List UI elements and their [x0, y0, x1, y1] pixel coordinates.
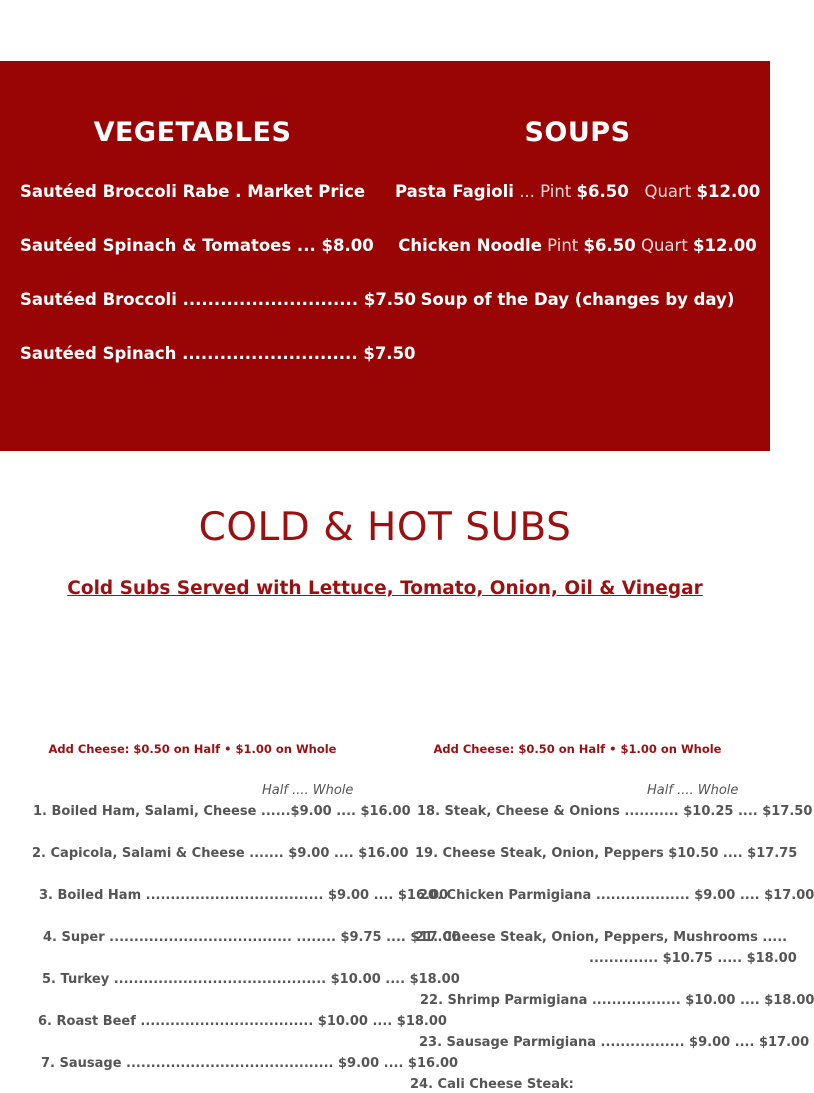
vegetable-item: Sautéed Spinach & Tomatoes ... $8.00: [20, 236, 374, 255]
vegetable-item: Sautéed Broccoli ............................ $7.50: [20, 290, 417, 309]
sub-item: 7. Sausage .......................................... $9.00 .... $16.00: [41, 1056, 459, 1071]
sub-item: 4. Super ..................................... ........ $9.75 .... $17.00: [43, 930, 461, 945]
cheese-note-left: Add Cheese: $0.50 on Half • $1.00 on Whole: [48, 742, 337, 756]
soups-heading: SOUPS: [524, 117, 631, 148]
vegetables-heading: VEGETABLES: [93, 117, 292, 148]
sub-item: 6. Roast Beef ................................... $10.00 .... $18.00: [38, 1014, 447, 1029]
cheese-note-right: Add Cheese: $0.50 on Half • $1.00 on Whole: [433, 742, 722, 756]
sub-item: 20. Chicken Parmigiana ................... $9.00 .... $17.00: [419, 888, 814, 903]
soup-item: Pasta Fagioli ... Pint $6.50 Quart $12.00: [395, 182, 761, 201]
vegetable-item: Sautéed Spinach ............................ $7.50: [20, 344, 416, 363]
sub-item-continuation: .............. $10.75 ..... $18.00: [589, 951, 797, 966]
sub-item: 19. Cheese Steak, Onion, Peppers $10.50 .... $17.75: [415, 846, 798, 861]
sub-item: 5. Turkey ........................................... $10.00 .... $18.00: [42, 972, 460, 987]
sub-item: 1. Boiled Ham, Salami, Cheese ......$9.00 .... $16.00: [33, 804, 411, 819]
vegetable-item: Sautéed Broccoli Rabe . Market Price: [20, 182, 366, 201]
sub-item: 24. Cali Cheese Steak:: [410, 1077, 574, 1092]
size-header-left: Half .... Whole: [262, 783, 354, 798]
sub-item: 18. Steak, Cheese & Onions ........... $10.25 .... $17.50: [417, 804, 813, 819]
sub-item: 23. Sausage Parmigiana ................. $9.00 .... $17.00: [419, 1035, 810, 1050]
sub-item: 2. Capicola, Salami & Cheese ....... $9.00 .... $16.00: [32, 846, 409, 861]
size-header-right: Half .... Whole: [647, 783, 739, 798]
sub-item: 3. Boiled Ham .................................... $9.00 .... $16.00: [39, 888, 449, 903]
subs-heading: COLD & HOT SUBS: [198, 505, 572, 550]
sub-item: 21. Cheese Steak, Onion, Peppers, Mushrooms .....: [415, 930, 788, 945]
sub-item: 22. Shrimp Parmigiana .................. $10.00 .... $18.00: [420, 993, 814, 1008]
soup-item: Chicken Noodle Pint $6.50 Quart $12.00: [398, 236, 757, 255]
soup-of-the-day: Soup of the Day (changes by day): [420, 290, 735, 309]
subs-subtitle: Cold Subs Served with Lettuce, Tomato, Onion, Oil & Vinegar: [67, 578, 703, 599]
